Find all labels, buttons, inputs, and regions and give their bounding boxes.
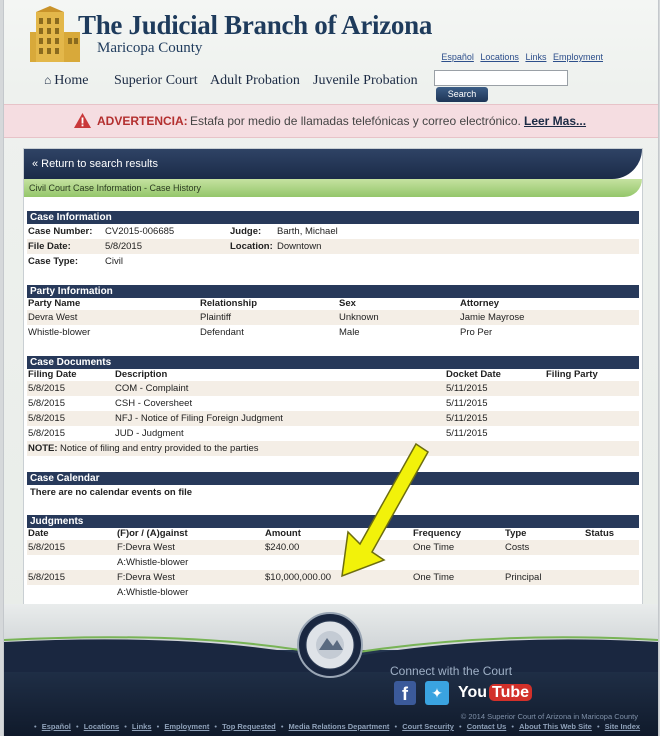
return-to-results-link[interactable]: « Return to search results	[24, 149, 642, 179]
table-row: 5/8/2015 NFJ - Notice of Filing Foreign Judgment 5/11/2015	[27, 411, 639, 426]
breadcrumb: Civil Court Case Information - Case History	[24, 179, 642, 197]
table-row: Devra West Plaintiff Unknown Jamie Mayrose	[27, 310, 639, 325]
home-icon: ⌂	[44, 73, 52, 87]
section-title: Case Documents	[27, 356, 639, 369]
utility-links	[437, 52, 603, 62]
column-header: Date	[28, 528, 49, 539]
site-subtitle: Maricopa County	[97, 40, 203, 56]
site-title[interactable]: The Judicial Branch of Arizona	[78, 10, 433, 40]
util-link-employment[interactable]: Employment	[552, 52, 603, 62]
file-date: 5/8/2015	[105, 241, 142, 252]
case-number-label: Case Number:	[28, 226, 93, 237]
calendar-empty-text: There are no calendar events on file	[30, 487, 193, 498]
column-header: Party Name	[28, 298, 81, 309]
nav-adult-probation[interactable]: Adult Probation	[210, 73, 300, 88]
warning-label: ADVERTENCIA:	[97, 114, 188, 128]
facebook-icon[interactable]: f	[394, 681, 416, 705]
section-title: Case Information	[27, 211, 639, 224]
column-header: Filing Date	[28, 369, 77, 380]
case-type: Civil	[105, 256, 123, 267]
column-header: Frequency	[413, 528, 462, 539]
case-information-section	[27, 211, 639, 269]
nav-home[interactable]: ⌂ Home	[44, 73, 89, 88]
footer-link[interactable]: Contact Us	[466, 722, 507, 731]
party-information-section	[27, 285, 639, 340]
footer-link[interactable]: Court Security	[402, 722, 454, 731]
warning-banner	[4, 104, 658, 138]
table-row: 5/8/2015 JUD - Judgment 5/11/2015	[28, 428, 488, 439]
case-type-label: Case Type:	[28, 256, 78, 267]
twitter-icon[interactable]: ✦	[425, 681, 449, 705]
location-label: Location:	[230, 241, 273, 252]
documents-note: NOTE: Notice of filing and entry provided to the parties	[27, 441, 639, 456]
table-row: A:Whistle-blower	[117, 587, 189, 598]
footer-link[interactable]: Links	[131, 722, 152, 731]
judge-label: Judge:	[230, 226, 262, 237]
search-input[interactable]	[434, 70, 568, 86]
util-link-links[interactable]: Links	[525, 52, 547, 62]
column-header: Attorney	[460, 298, 500, 309]
case-number: CV2015-006685	[105, 226, 175, 237]
nav-superior-court[interactable]: Superior Court	[114, 73, 198, 88]
location: Downtown	[277, 241, 322, 252]
footer-link[interactable]: Site Index	[604, 722, 641, 731]
warning-icon	[74, 113, 91, 128]
column-header: (F)or / (A)gainst	[117, 528, 188, 539]
table-row: 5/8/2015 COM - Complaint 5/11/2015	[27, 381, 639, 396]
nav-juvenile-probation[interactable]: Juvenile Probation	[313, 73, 418, 88]
youtube-icon[interactable]: You Tube	[458, 681, 520, 705]
footer-links: • Español • Locations • Links • Employment • Top Requested • Media Relations Department • Court Security • Contact Us • About This Web Site • Site Index	[34, 722, 641, 731]
yellow-arrow-icon	[324, 440, 434, 580]
util-link-locations[interactable]: Locations	[480, 52, 519, 62]
table-row: 5/8/2015 F:Devra West $240.00 One Time Costs	[27, 540, 639, 555]
judge: Barth, Michael	[277, 226, 338, 237]
util-link-espanol[interactable]: Español	[441, 52, 474, 62]
section-title: Judgments	[27, 515, 639, 528]
column-header: Amount	[265, 528, 301, 539]
section-title: Case Calendar	[27, 472, 639, 485]
footer-link[interactable]: Employment	[164, 722, 210, 731]
column-header: Description	[115, 369, 168, 380]
column-header: Filing Party	[546, 369, 598, 380]
column-header: Docket Date	[446, 369, 501, 380]
table-row: 5/8/2015 F:Devra West $10,000,000.00 One Time Principal	[27, 570, 639, 585]
connect-text: Connect with the Court	[390, 664, 513, 678]
section-title: Party Information	[27, 285, 639, 298]
table-row: A:Whistle-blower	[117, 557, 189, 568]
footer-link[interactable]: Top Requested	[222, 722, 276, 731]
search-button[interactable]: Search	[436, 87, 488, 102]
column-header: Sex	[339, 298, 356, 309]
warning-read-more-link[interactable]: Leer Mas...	[524, 114, 587, 128]
column-header: Type	[505, 528, 527, 539]
arizona-seal-icon	[297, 612, 363, 678]
footer-link[interactable]: Español	[41, 722, 71, 731]
column-header: Relationship	[200, 298, 258, 309]
footer-link[interactable]: Media Relations Department	[288, 722, 390, 731]
table-row: 5/8/2015 CSH - Coversheet 5/11/2015	[28, 398, 488, 409]
file-date-label: File Date:	[28, 241, 71, 252]
column-header: Status	[585, 528, 615, 539]
footer-link[interactable]: Locations	[83, 722, 120, 731]
warning-text: Estafa por medio de llamadas telefónicas y correo electrónico.	[190, 114, 521, 128]
table-row: Whistle-blower Defendant Male Pro Per	[28, 327, 493, 338]
page	[3, 0, 659, 736]
copyright: © 2014 Superior Court of Arizona in Maricopa County	[460, 712, 638, 721]
footer-link[interactable]: About This Web Site	[519, 722, 592, 731]
